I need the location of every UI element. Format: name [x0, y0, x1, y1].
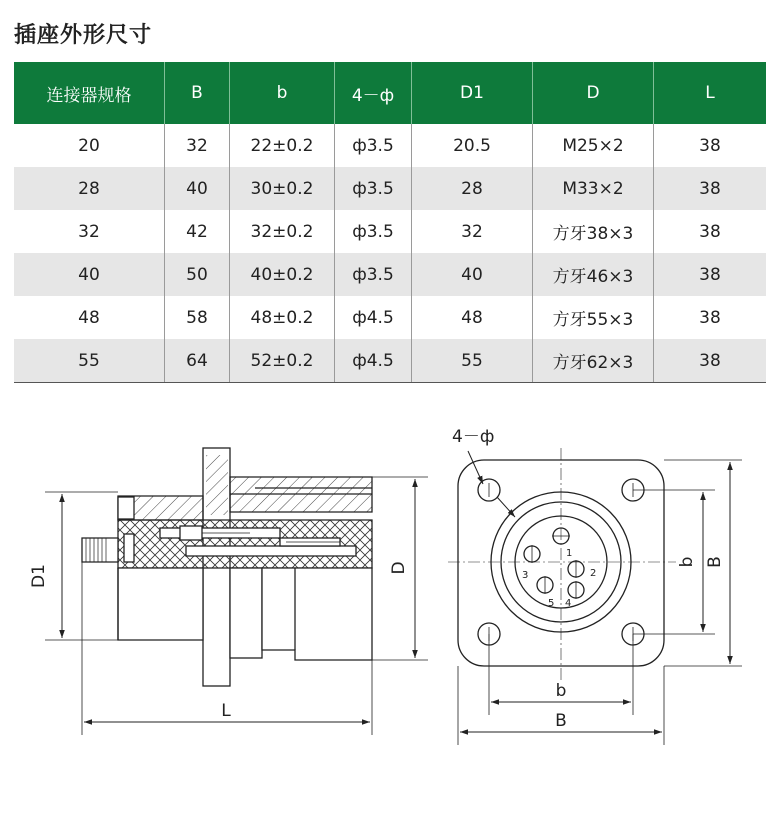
cell-L: 38	[654, 296, 767, 339]
cell-holes: ф4.5	[335, 296, 412, 339]
cell-D1: 40	[412, 253, 533, 296]
header-B: B	[165, 62, 230, 124]
table-row	[14, 210, 766, 253]
cell-holes: ф4.5	[335, 339, 412, 383]
cell-spec: 28	[14, 167, 165, 210]
dim-label-B-vertical: B	[705, 556, 725, 568]
header-D1: D1	[412, 62, 533, 124]
header-holes: 4－ф	[335, 62, 412, 124]
cell-B: 42	[165, 210, 230, 253]
cell-B: 40	[165, 167, 230, 210]
header-D: D	[533, 62, 654, 124]
table-row	[14, 167, 766, 210]
cell-L: 38	[654, 339, 767, 383]
cell-spec: 40	[14, 253, 165, 296]
cell-spec: 20	[78, 135, 100, 156]
pin-label-1: 1	[566, 548, 573, 559]
cell-D1: 32	[412, 210, 533, 253]
cell-D: 方牙46×3	[533, 253, 654, 296]
dim-label-D: D	[389, 561, 409, 575]
cell-spec: 48	[78, 307, 100, 328]
cell-holes: ф3.5	[335, 124, 412, 167]
cell-L: 38	[654, 124, 767, 167]
dim-label-holes: 4－ф	[452, 427, 495, 447]
table-row	[14, 253, 766, 296]
table-row	[14, 124, 766, 167]
cell-spec: 32	[78, 221, 100, 242]
cell-b: 52±0.2	[230, 339, 335, 383]
cell-B: 58	[165, 296, 230, 339]
dim-label-b-vertical: b	[677, 556, 697, 568]
cell-D1: 48	[412, 296, 533, 339]
header-L: L	[654, 62, 767, 124]
technical-drawing	[0, 400, 780, 820]
cell-L: 38	[654, 253, 767, 296]
cell-B: 50	[165, 253, 230, 296]
cell-B: 32	[165, 124, 230, 167]
cell-D: M33×2	[533, 167, 654, 210]
cell-b: 22±0.2	[230, 124, 335, 167]
cell-L: 38	[654, 210, 767, 253]
header-spec: 连接器规格	[14, 62, 165, 124]
dim-label-B-horizontal: B	[555, 711, 567, 731]
front-view	[448, 448, 742, 745]
pin-label-4: 4	[565, 598, 572, 609]
page-title: 插座外形尺寸	[14, 23, 153, 48]
pin-label-5: 5	[548, 598, 555, 609]
cell-L: 38	[654, 167, 767, 210]
cell-spec: 55	[14, 339, 165, 383]
cell-D1: 28	[412, 167, 533, 210]
cell-b: 48±0.2	[230, 296, 335, 339]
cell-D: 方牙38×3	[533, 210, 654, 253]
table-header-row	[14, 62, 766, 124]
dim-label-D1: D1	[29, 564, 49, 588]
cell-b: 40±0.2	[230, 253, 335, 296]
cell-B: 64	[165, 339, 230, 383]
cell-holes: ф3.5	[335, 167, 412, 210]
cell-D: 方牙55×3	[533, 296, 654, 339]
cell-D: M25×2	[533, 124, 654, 167]
cell-D1: 55	[412, 339, 533, 383]
cell-holes: ф3.5	[335, 253, 412, 296]
cell-b: 30±0.2	[230, 167, 335, 210]
cell-b: 32±0.2	[230, 210, 335, 253]
table-row	[14, 339, 766, 383]
dimension-table	[14, 62, 766, 383]
side-view	[45, 448, 428, 735]
cell-D1: 20.5	[412, 124, 533, 167]
cell-D: 方牙62×3	[533, 339, 654, 383]
header-b: b	[230, 62, 335, 124]
dim-label-b-horizontal: b	[555, 681, 567, 701]
table-row	[14, 296, 766, 339]
pin-label-2: 2	[590, 568, 597, 579]
cell-holes: ф3.5	[335, 210, 412, 253]
pin-label-3: 3	[522, 570, 529, 581]
dim-label-L: L	[221, 701, 231, 721]
